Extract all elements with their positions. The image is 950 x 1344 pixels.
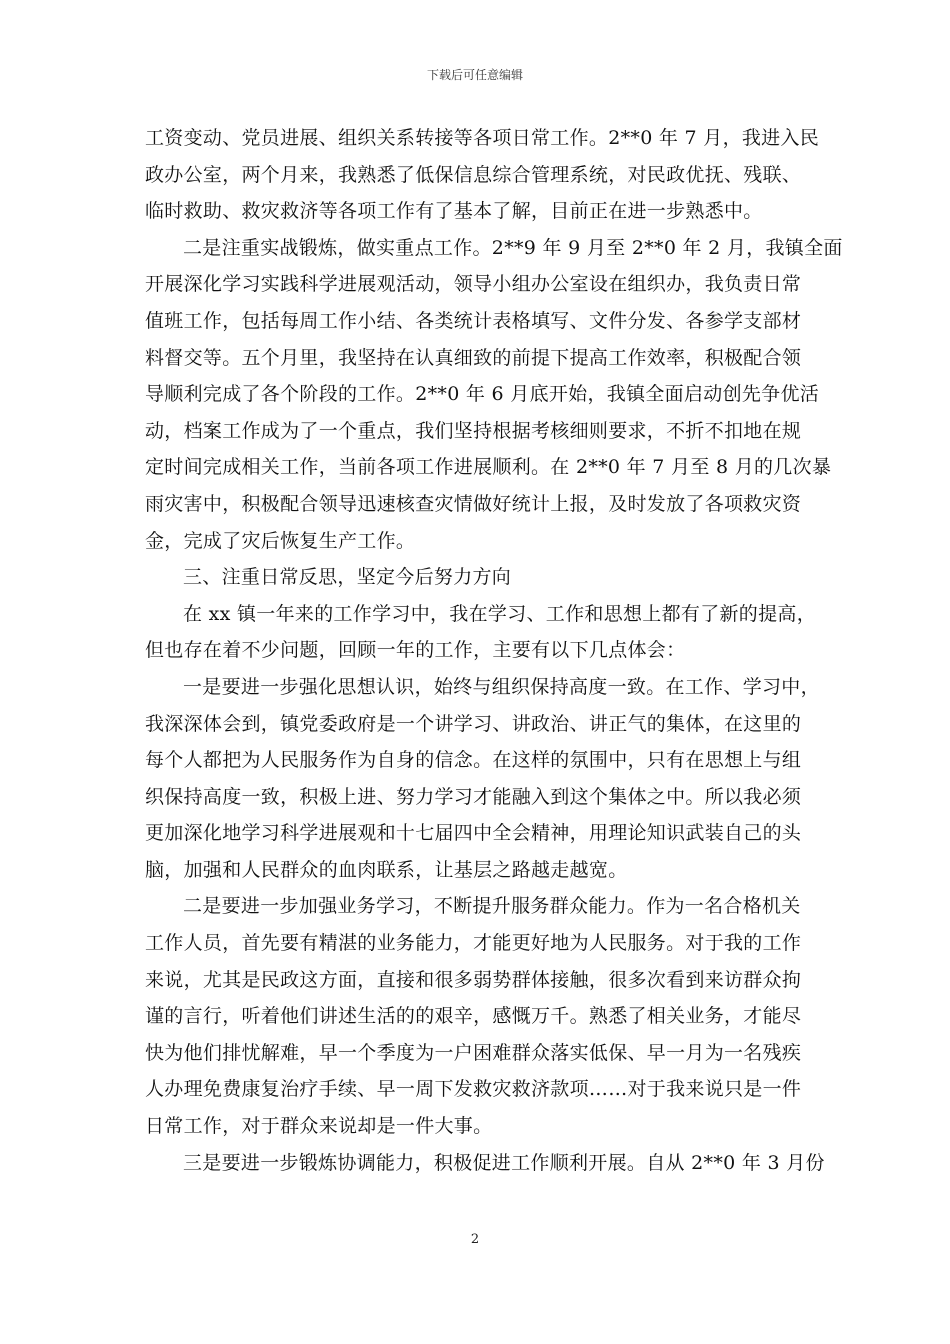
page-number: 2: [470, 1232, 480, 1247]
paragraph-start-line: 二是注重实战锻炼，做实重点工作。2**9 年 9 月至 2**0 年 2 月，我镇全面: [183, 236, 843, 259]
text-line: 工资变动、党员进展、组织关系转接等各项日常工作。2**0 年 7 月，我进入民: [145, 127, 820, 149]
paragraph-start-line: 在 xx 镇一年来的工作学习中，我在学习、工作和思想上都有了新的提高，: [183, 602, 817, 625]
text-line: 料督交等。五个月里，我坚持在认真细致的前提下提高工作效率，积极配合领: [145, 346, 802, 369]
text-line: 织保持高度一致，积极上进、努力学习才能融入到这个集体之中。所以我必须: [145, 785, 802, 808]
text-line: 谨的言行，听着他们讲述生活的的艰辛，感慨万千。熟悉了相关业务，才能尽: [145, 1005, 802, 1028]
text-line: 每个人都把为人民服务作为自身的信念。在这样的氛围中，只有在思想上与组: [145, 749, 802, 772]
text-line: 金，完成了灾后恢复生产工作。: [145, 529, 416, 552]
text-line: 日常工作，对于群众来说却是一件大事。: [145, 1115, 493, 1138]
text-line: 值班工作，包括每周工作小结、各类统计表格填写、文件分发、各参学支部材: [145, 309, 802, 332]
text-line: 定时间完成相关工作，当前各项工作进展顺利。在 2**0 年 7 月至 8 月的几次暴: [145, 456, 832, 479]
text-line: 脑，加强和人民群众的血肉联系，让基层之路越走越宽。: [145, 858, 628, 881]
text-line: 我深深体会到，镇党委政府是一个讲学习、讲政治、讲正气的集体，在这里的: [145, 712, 802, 735]
text-line: 政办公室，两个月来，我熟悉了低保信息综合管理系统，对民政优抚、残联、: [145, 163, 802, 186]
section-heading: 三、注重日常反思，坚定今后努力方向: [183, 566, 512, 589]
paragraph-start-line: 二是要进一步加强业务学习，不断提升服务群众能力。作为一名合格机关: [183, 895, 801, 918]
text-line: 导顺利完成了各个阶段的工作。2**0 年 6 月底开始，我镇全面启动创先争优活: [145, 383, 820, 406]
text-line: 雨灾害中，积极配合领导迅速核查灾情做好统计上报，及时发放了各项救灾资: [145, 492, 802, 515]
text-line: 但也存在着不少问题，回顾一年的工作，主要有以下几点体会：: [145, 639, 686, 662]
paragraph-start-line: 三是要进一步锻炼协调能力，积极促进工作顺利开展。自从 2**0 年 3 月份: [183, 1151, 825, 1174]
text-line: 临时救助、救灾救济等各项工作有了基本了解，目前正在进一步熟悉中。: [145, 200, 763, 223]
text-line: 人办理免费康复治疗手续、早一周下发救灾救济款项……对于我来说只是一件: [145, 1078, 802, 1101]
text-line: 快为他们排忧解难，早一个季度为一户困难群众落实低保、早一月为一名残疾: [145, 1041, 802, 1064]
page-header-note: 下载后可任意编辑: [426, 68, 523, 82]
document-body: [145, 120, 843, 1181]
paragraph-start-line: 一是要进一步强化思想认识，始终与组织保持高度一致。在工作、学习中，: [183, 675, 820, 698]
text-line: 来说，尤其是民政这方面，直接和很多弱势群体接触，很多次看到来访群众拘: [145, 968, 802, 991]
text-line: 工作人员，首先要有精湛的业务能力，才能更好地为人民服务。对于我的工作: [145, 932, 802, 955]
text-line: 开展深化学习实践科学进展观活动，领导小组办公室设在组织办，我负责日常: [145, 273, 802, 296]
text-line: 动，档案工作成为了一个重点，我们坚持根据考核细则要求，不折不扣地在规: [145, 419, 802, 442]
text-line: 更加深化地学习科学进展观和十七届四中全会精神，用理论知识武装自己的头: [145, 822, 802, 845]
